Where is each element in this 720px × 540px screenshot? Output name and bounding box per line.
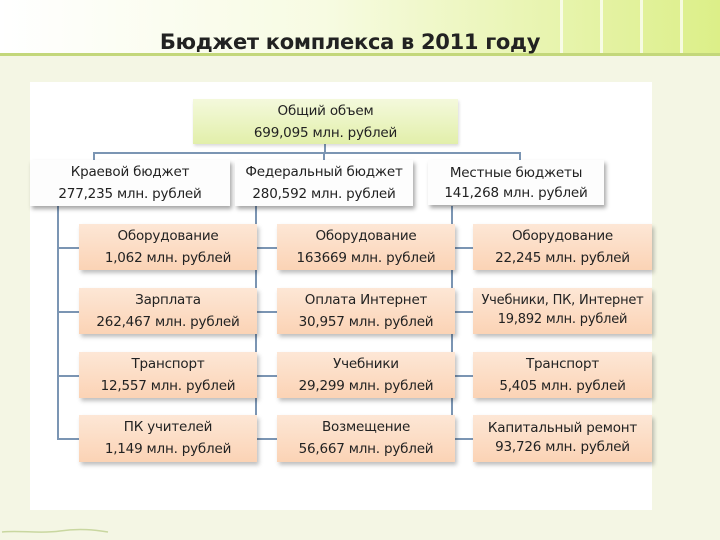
node-title: Оборудование bbox=[511, 228, 614, 244]
slide-title: Бюджет комплекса в 2011 году bbox=[159, 30, 541, 54]
connector-leaf bbox=[255, 375, 277, 377]
node-value: 699,095 млн. рублей bbox=[253, 125, 398, 141]
node-title: Учебники, ПК, Интернет bbox=[481, 293, 644, 308]
node-value: 30,957 млн. рублей bbox=[298, 314, 434, 330]
connector-branch-1 bbox=[93, 152, 95, 160]
node-value: 262,467 млн. рублей bbox=[96, 314, 240, 330]
connector-leaf bbox=[57, 375, 79, 377]
connector-leaf bbox=[57, 247, 79, 249]
node-title: Общий объем bbox=[277, 103, 374, 119]
node-value: 163669 млн. рублей bbox=[296, 250, 436, 266]
node-title: Транспорт bbox=[131, 356, 205, 372]
regional-equipment-node bbox=[79, 224, 257, 270]
node-value: 141,268 млн. рублей bbox=[444, 185, 588, 201]
federal-internet-node bbox=[277, 288, 455, 334]
connector-leaf bbox=[57, 438, 79, 440]
node-value: 22,245 млн. рублей bbox=[495, 250, 630, 266]
node-value: 12,557 млн. рублей bbox=[100, 378, 236, 394]
node-title: Краевой бюджет bbox=[70, 164, 190, 180]
node-value: 29,299 млн. рублей bbox=[298, 378, 434, 394]
total-budget-node bbox=[193, 99, 458, 144]
node-value: 5,405 млн. рублей bbox=[499, 378, 626, 394]
node-value: 1,149 млн. рублей bbox=[104, 441, 232, 457]
node-title: Федеральный бюджет bbox=[245, 164, 403, 180]
connector-leaf bbox=[255, 247, 277, 249]
connector-leaf bbox=[255, 438, 277, 440]
node-title: Оплата Интернет bbox=[304, 292, 428, 308]
node-title: Транспорт bbox=[525, 356, 600, 372]
node-title: Оборудование bbox=[117, 228, 219, 244]
node-title: Зарплата bbox=[135, 292, 201, 308]
diagram-panel bbox=[30, 82, 652, 510]
connector-branch-3 bbox=[519, 152, 521, 160]
local-transport-node bbox=[473, 352, 652, 398]
node-title: Капитальный ремонт bbox=[487, 420, 638, 436]
connector-branch-2 bbox=[323, 152, 325, 160]
node-value: 277,235 млн. рублей bbox=[58, 186, 202, 202]
node-value: 280,592 млн. рублей bbox=[252, 186, 396, 202]
connector-leaf bbox=[255, 311, 277, 313]
node-title: Местные бюджеты bbox=[449, 165, 583, 181]
local-budget-node bbox=[428, 160, 604, 205]
local-capital-repair-node bbox=[473, 415, 652, 462]
regional-teacher-pc-node bbox=[79, 415, 257, 462]
federal-equipment-node bbox=[277, 224, 455, 270]
node-value: 1,062 млн. рублей bbox=[104, 250, 232, 266]
node-title: Возмещение bbox=[321, 419, 411, 435]
node-title: ПК учителей bbox=[123, 419, 213, 435]
node-title: Оборудование bbox=[315, 228, 417, 244]
local-textbooks-pc-internet-node bbox=[473, 288, 652, 334]
node-value: 19,892 млн. рублей bbox=[497, 312, 628, 327]
node-title: Учебники bbox=[333, 356, 399, 372]
connector-trunk-1 bbox=[57, 205, 59, 439]
regional-salary-node bbox=[79, 288, 257, 334]
federal-textbooks-node bbox=[277, 352, 455, 398]
connector-root-bar bbox=[93, 152, 521, 154]
connector-leaf bbox=[57, 311, 79, 313]
federal-budget-node bbox=[235, 160, 413, 206]
local-equipment-node bbox=[473, 224, 652, 270]
corner-decoration bbox=[0, 518, 110, 536]
node-value: 93,726 млн. рублей bbox=[495, 439, 630, 455]
node-value: 56,667 млн. рублей bbox=[298, 441, 434, 457]
regional-transport-node bbox=[79, 352, 257, 398]
regional-budget-node bbox=[30, 160, 230, 206]
federal-compensation-node bbox=[277, 415, 455, 462]
